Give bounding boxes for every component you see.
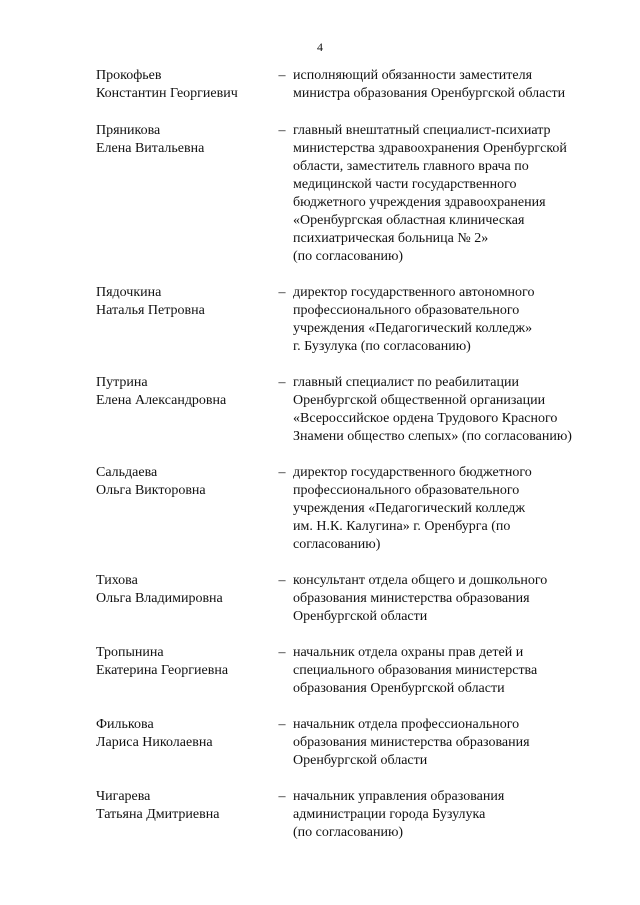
surname: Чигарева bbox=[96, 789, 151, 804]
role-line: консультант отдела общего и дошкольного bbox=[293, 573, 548, 588]
list-item bbox=[0, 67, 640, 122]
surname: Сальдаева bbox=[96, 465, 158, 480]
surname: Прокофьев bbox=[96, 68, 162, 83]
member-name bbox=[96, 788, 271, 824]
given-names: Константин Георгиевич bbox=[96, 86, 238, 101]
surname: Тропынина bbox=[96, 645, 164, 660]
list-item bbox=[0, 122, 640, 284]
member-name bbox=[96, 374, 271, 410]
role-line: профессионального образовательного bbox=[293, 483, 520, 498]
role-line: исполняющий обязанности заместителя bbox=[293, 68, 533, 83]
role-line: согласованию) bbox=[293, 537, 381, 552]
given-names: Екатерина Георгиевна bbox=[96, 663, 229, 678]
dash-separator: – bbox=[278, 375, 286, 390]
role-line: Знамени общество слепых» (по согласованию) bbox=[293, 429, 572, 444]
given-names: Ольга Владимировна bbox=[96, 591, 223, 606]
dash-separator: – bbox=[278, 68, 286, 83]
given-names: Елена Витальевна bbox=[96, 141, 205, 156]
surname: Тихова bbox=[96, 573, 138, 588]
page-number: 4 bbox=[317, 40, 323, 54]
member-name bbox=[96, 464, 271, 500]
role-line: администрации города Бузулука bbox=[293, 807, 486, 822]
role-line: Оренбургской области bbox=[293, 609, 428, 624]
role-line: министерства здравоохранения Оренбургской bbox=[293, 141, 567, 156]
given-names: Елена Александровна bbox=[96, 393, 227, 408]
role-line: медицинской части государственного bbox=[293, 177, 517, 192]
member-role bbox=[293, 572, 623, 626]
member-name bbox=[96, 716, 271, 752]
member-list bbox=[0, 67, 640, 848]
member-role bbox=[293, 464, 623, 554]
member-role bbox=[293, 374, 623, 446]
member-name bbox=[96, 284, 271, 320]
role-line: «Всероссийское ордена Трудового Красного bbox=[293, 411, 558, 426]
given-names: Лариса Николаевна bbox=[96, 735, 213, 750]
given-names: Татьяна Дмитриевна bbox=[96, 807, 220, 822]
role-line: учреждения «Педагогический колледж» bbox=[293, 321, 533, 336]
role-line: Оренбургской области bbox=[293, 753, 428, 768]
surname: Путрина bbox=[96, 375, 148, 390]
role-line: психиатрическая больница № 2» bbox=[293, 231, 489, 246]
role-line: министра образования Оренбургской области bbox=[293, 86, 566, 101]
dash-separator: – bbox=[278, 717, 286, 732]
role-line: начальник отдела профессионального bbox=[293, 717, 520, 732]
role-line: профессионального образовательного bbox=[293, 303, 520, 318]
role-line: г. Бузулука (по согласованию) bbox=[293, 339, 471, 354]
dash-separator: – bbox=[278, 123, 286, 138]
list-item bbox=[0, 464, 640, 572]
role-line: образования министерства образования bbox=[293, 591, 530, 606]
member-role bbox=[293, 67, 623, 103]
role-line: «Оренбургская областная клиническая bbox=[293, 213, 525, 228]
member-role bbox=[293, 788, 623, 842]
surname: Пядочкина bbox=[96, 285, 162, 300]
role-line: начальник управления образования bbox=[293, 789, 505, 804]
role-line: бюджетного учреждения здравоохранения bbox=[293, 195, 546, 210]
role-line: им. Н.К. Калугина» г. Оренбурга (по bbox=[293, 519, 511, 534]
given-names: Ольга Викторовна bbox=[96, 483, 206, 498]
member-role bbox=[293, 716, 623, 770]
dash-separator: – bbox=[278, 789, 286, 804]
member-role bbox=[293, 122, 623, 266]
surname: Пряникова bbox=[96, 123, 161, 138]
dash-separator: – bbox=[278, 465, 286, 480]
member-role bbox=[293, 284, 623, 356]
role-line: образования Оренбургской области bbox=[293, 681, 505, 696]
dash-separator: – bbox=[278, 645, 286, 660]
role-line: специального образования министерства bbox=[293, 663, 538, 678]
role-line: учреждения «Педагогический колледж bbox=[293, 501, 526, 516]
list-item bbox=[0, 644, 640, 716]
given-names: Наталья Петровна bbox=[96, 303, 205, 318]
role-line: (по согласованию) bbox=[293, 249, 404, 264]
dash-separator: – bbox=[278, 285, 286, 300]
member-name bbox=[96, 572, 271, 608]
role-line: области, заместитель главного врача по bbox=[293, 159, 529, 174]
member-name bbox=[96, 644, 271, 680]
list-item bbox=[0, 716, 640, 788]
role-line: начальник отдела охраны прав детей и bbox=[293, 645, 524, 660]
member-name bbox=[96, 67, 271, 103]
role-line: образования министерства образования bbox=[293, 735, 530, 750]
role-line: главный специалист по реабилитации bbox=[293, 375, 519, 390]
dash-separator: – bbox=[278, 573, 286, 588]
list-item bbox=[0, 788, 640, 848]
surname: Филькова bbox=[96, 717, 154, 732]
role-line: директор государственного бюджетного bbox=[293, 465, 532, 480]
member-role bbox=[293, 644, 623, 698]
list-item bbox=[0, 284, 640, 374]
role-line: главный внештатный специалист-психиатр bbox=[293, 123, 551, 138]
list-item bbox=[0, 374, 640, 464]
role-line: Оренбургской общественной организации bbox=[293, 393, 546, 408]
member-name bbox=[96, 122, 271, 158]
role-line: директор государственного автономного bbox=[293, 285, 535, 300]
list-item bbox=[0, 572, 640, 644]
role-line: (по согласованию) bbox=[293, 825, 404, 840]
